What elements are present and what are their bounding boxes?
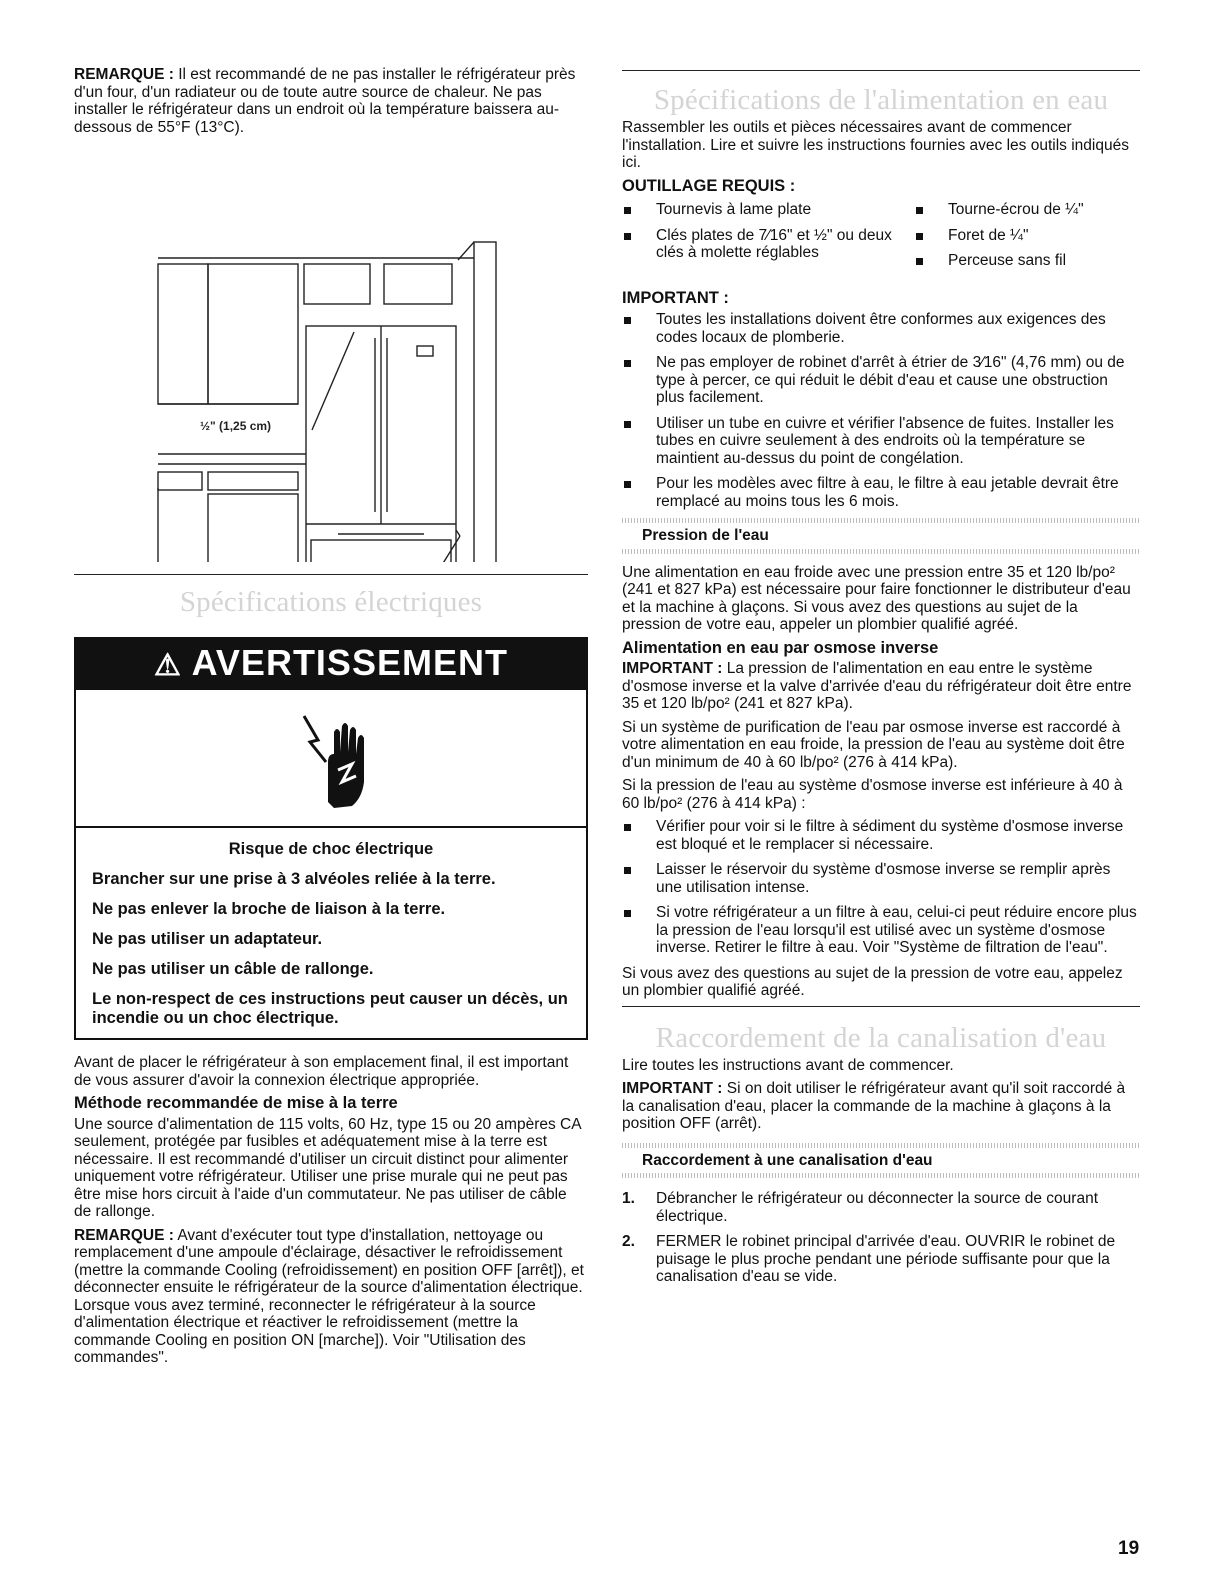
list-item: Pour les modèles avec filtre à eau, le filtre à eau jetable devrait être remplacé au moins tous les 6 mois. [622,475,1140,510]
section-rule [622,70,1140,71]
tools-heading: OUTILLAGE REQUIS : [622,176,796,195]
right-column [622,70,1140,1294]
ro-list [622,818,1140,957]
section-rule [74,574,588,575]
connection-subheading: Raccordement à une canalisation d'eau [642,1151,933,1169]
list-item: Si votre réfrigérateur a un filtre à eau, celui-ci peut réduire encore plus la pression de l'eau lorsqu'il est utilisé avec un système d'osmose inverse. Retirer le filtre à eau. Voir "Système de filtration de l'eau". [622,904,1140,957]
remark-paragraph-2: REMARQUE : Avant d'exécuter tout type d'installation, nettoyage ou remplacement d'une ampoule d'éclairage, désactiver le refroidissement (mettre la commande Cooling (refroidissement) en position OFF [arrêt]), et déconnecter ensuite le réfrigérateur de la source d'alimentation électrique. Lorsque vous avez terminé, reconnecter le réfrigérateur à la source d'alimentation électrique et réactiver le refroidissement (mettre la commande Cooling en position ON [marche]). Voir "Utilisation des commandes". [74,1226,584,1366]
dotted-divider [622,1173,1140,1178]
ro-paragraph: Si la pression de l'eau au système d'osmose inverse est inférieure à 40 à 60 lb/po² (276 à 414 kPa) : [622,777,1123,812]
page-number: 19 [1118,1538,1140,1559]
refrigerator-clearance-illustration [74,142,588,562]
ro-heading: Alimentation en eau par osmose inverse [622,638,939,657]
refrigerator-diagram [74,142,588,562]
step-item: 2. FERMER le robinet principal d'arrivée d'eau. OUVRIR le robinet de puisage le plus proche pendant une période suffisante pour que la canalisation d'eau se vide. [622,1233,1116,1285]
ro-important: IMPORTANT : La pression de l'alimentation en eau entre le système d'osmose inverse et la valve d'arrivée d'eau du réfrigérateur doit être entre 35 et 120 lb/po² (241 et 827 kPa). [622,660,1132,712]
list-item: Clés plates de 7⁄16" et ½" ou deux clés à molette réglables [622,227,914,262]
list-item: Tourne-écrou de ¼" [914,201,1140,219]
list-item: Tournevis à lame plate [622,201,914,219]
list-item: Foret de ¼" [914,227,1140,245]
important-list [622,311,1140,510]
connection-intro: Lire toutes les instructions avant de commencer. [622,1056,954,1074]
list-item: Utiliser un tube en cuivre et vérifier l'absence de fuites. Installer les tubes en cuivre seulement à des endroits où la température se maintient au-dessus du point de congélation. [622,415,1140,468]
section-title-electrical: Spécifications électriques [179,586,483,618]
warning-header: ⚠ AVERTISSEMENT [76,639,586,690]
steps-list [622,1190,1140,1286]
pressure-heading: Pression de l'eau [642,527,769,544]
grounding-text: Une source d'alimentation de 115 volts, 60 Hz, type 15 ou 20 ampères CA seulement, protégée par fusibles et adéquatement mise à la terre est nécessaire. Il est recommandé d'utiliser un circuit distinct pour alimenter uniquement votre réfrigérateur. Utiliser une prise murale qui ne peut pas être mise hors circuit à l'aide d'un commutateur. Ne pas utiliser de câble de rallonge. [74,1115,581,1220]
warning-box [74,637,588,1040]
warning-body: Risque de choc électrique Brancher sur une prise à 3 alvéoles reliée à la terre. Ne pas enlever la broche de liaison à la terre. Ne pas utiliser un adaptateur. Ne pas utiliser un câble de rallonge. Le non-respect de ces instructions peut causer un décès, un incendie ou un choc électrique. [92,840,568,1027]
ro-closing: Si vous avez des questions au sujet de la pression de votre eau, appelez un plombier qualifié agréé. [622,964,1123,999]
tools-list [622,201,1140,284]
water-intro: Rassembler les outils et pièces nécessaires avant de commencer l'installation. Lire et suivre les instructions fournies avec les outils indiqués ici. [622,119,1129,171]
section-rule [622,1006,1140,1007]
list-item: Perceuse sans fil [914,252,1140,270]
step-item: 1. Débrancher le réfrigérateur ou déconnecter la source de courant électrique. [622,1190,1099,1225]
remark-paragraph: REMARQUE : Il est recommandé de ne pas installer le réfrigérateur près d'un four, d'un radiateur ou de toute autre source de chaleur. Ne pas installer le réfrigérateur dans un endroit où la température baissera au-dessous de 55°F (13°C). [74,66,576,136]
list-item: Laisser le réservoir du système d'osmose inverse se remplir après une utilisation intense. [622,861,1140,896]
section-title-water: Spécifications de l'alimentation en eau [653,84,1109,116]
left-column [74,66,588,1373]
pressure-text: Une alimentation en eau froide avec une pression entre 35 et 120 lb/po² (241 et 827 kPa) est nécessaire pour faire fonctionner le distributeur d'eau et la machine à glaçons. Si vous avez des questions au sujet de la pression de votre eau, appeler un plombier qualifié agréé. [622,563,1131,633]
list-item: Vérifier pour voir si le filtre à sédiment du système d'osmose inverse est bloqué et le remplacer si nécessaire. [622,818,1140,853]
important-heading: IMPORTANT : [622,288,729,307]
list-item: Toutes les installations doivent être conformes aux exigences des codes locaux de plomberie. [622,311,1140,346]
electric-shock-hand-icon [298,712,378,812]
dotted-divider [622,549,1140,554]
electrical-intro: Avant de placer le réfrigérateur à son emplacement final, il est important de vous assurer d'avoir la connexion électrique appropriée. [74,1054,569,1089]
ro-paragraph: Si un système de purification de l'eau par osmose inverse est raccordé à votre alimentation en eau froide, la pression de l'eau au système doit être d'un minimum de 40 à 60 lb/po² (276 à 414 kPa). [622,718,1125,771]
section-title-connection: Raccordement de la canalisation d'eau [655,1021,1107,1054]
clearance-label-top: ½" (1,25 cm) [200,419,272,433]
list-item: Ne pas employer de robinet d'arrêt à étrier de 3⁄16" (4,76 mm) ou de type à percer, ce qui réduit le débit d'eau et cause une obstruction plus facilement. [622,354,1140,407]
warning-triangle-icon: ⚠ [154,649,182,682]
electric-shock-icon-area [76,690,586,828]
connection-important: IMPORTANT : Si on doit utiliser le réfrigérateur avant qu'il soit raccordé à la canalisation d'eau, placer la commande de la machine à glaçons à la position OFF (arrêt). [622,1080,1126,1132]
grounding-heading: Méthode recommandée de mise à la terre [74,1094,398,1112]
